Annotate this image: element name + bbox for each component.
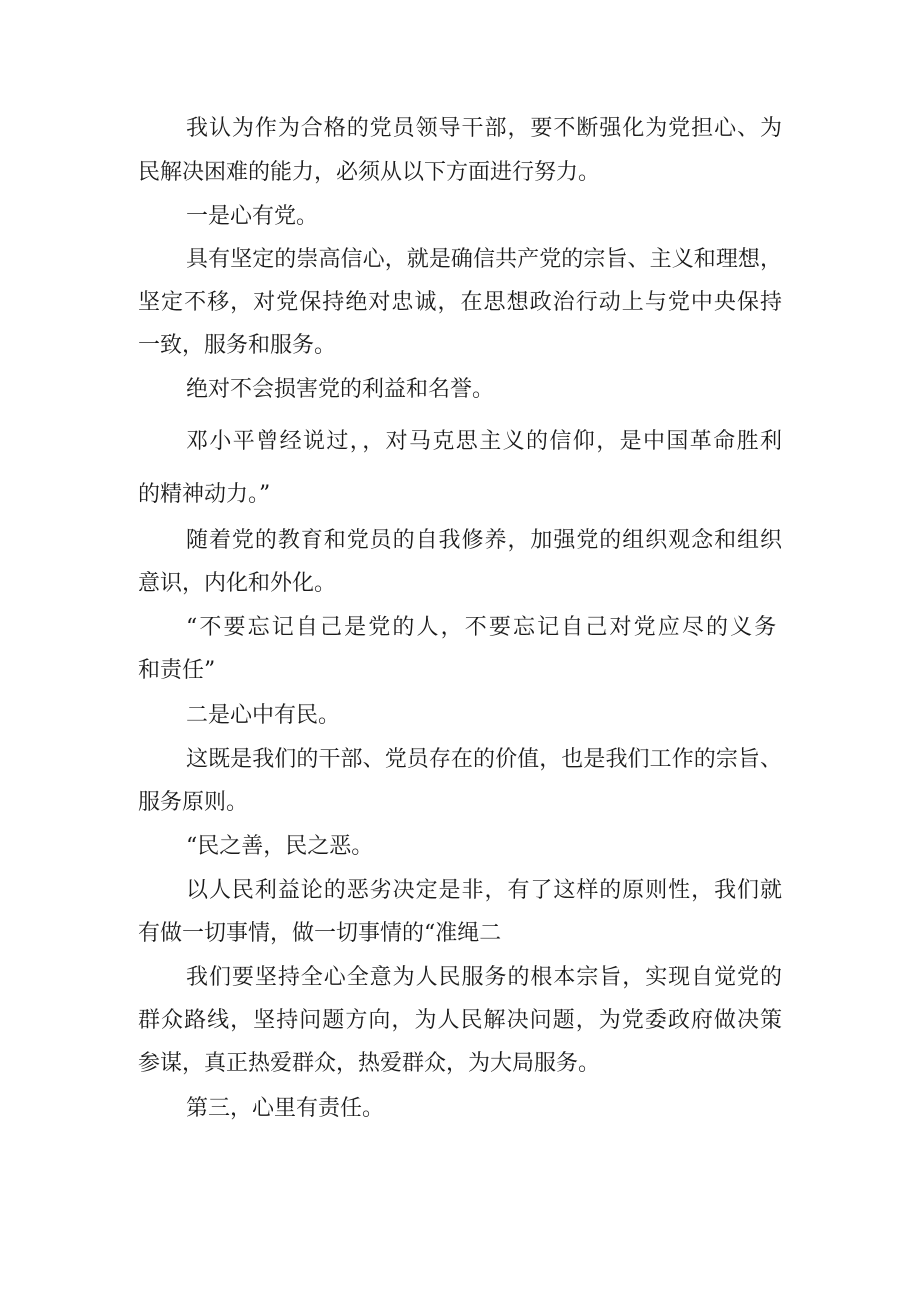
text-line: 我认为作为合格的党员领导干部，要不断强化为党担心、为 <box>186 116 783 141</box>
text-line: 具有坚定的崇高信心，就是确信共产党的宗旨、主义和理想， <box>186 247 783 272</box>
text-line: 一是心有党。 <box>186 204 319 229</box>
text-line: 以人民利益论的恶劣决定是非，有了这样的原则性，我们就 <box>186 878 783 903</box>
text-line: 第三，心里有责任。 <box>186 1096 385 1121</box>
text-line: 绝对不会损害党的利益和名誉。 <box>186 377 495 402</box>
text-line: 群众路线，坚持问题方向，为人民解决问题，为党委政府做决策 <box>138 1008 784 1033</box>
text-line: 坚定不移，对党保持绝对忠诚，在思想政治行动上与党中央保持 <box>138 290 784 315</box>
text-line: 意识，内化和外化。 <box>138 571 337 596</box>
text-line: 的精神动力。” <box>138 482 271 507</box>
text-line: 这既是我们的干部、党员存在的价值，也是我们工作的宗旨、 <box>186 747 783 772</box>
text-line: 有做一切事情，做一切事情的“准绳二 <box>138 921 502 946</box>
text-line: 二是心中有民。 <box>186 703 341 728</box>
text-line: 一致，服务和服务。 <box>138 333 337 358</box>
text-line: 和责任” <box>138 658 216 683</box>
text-line: “民之善，民之恶。 <box>186 834 374 859</box>
text-line: 我们要坚持全心全意为人民服务的根本宗旨，实现自觉党的 <box>186 965 783 990</box>
text-line: 服务原则。 <box>138 790 249 815</box>
text-line: 民解决困难的能力，必须从以下方面进行努力。 <box>138 160 601 185</box>
text-line: “不要忘记自己是党的人，不要忘记自己对党应尽的义务 <box>186 615 779 640</box>
text-line: 参谋，真正热爱群众，热爱群众，为大局服务。 <box>138 1051 601 1076</box>
text-line: 邓小平曾经说过，，对马克思主义的信仰，是中国革命胜利 <box>186 429 784 454</box>
text-line: 随着党的教育和党员的自我修养，加强党的组织观念和组织 <box>186 528 783 553</box>
